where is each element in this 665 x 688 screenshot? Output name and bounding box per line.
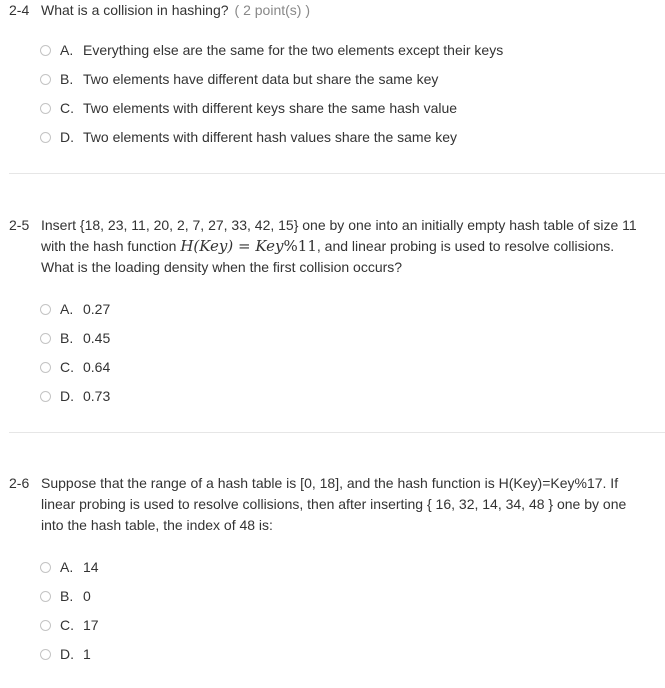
- option-letter: C.: [60, 617, 74, 633]
- radio-button[interactable]: [40, 103, 51, 114]
- question-text-line: [41, 515, 656, 536]
- hash-formula-rhs: Key: [255, 237, 284, 255]
- radio-button[interactable]: [40, 591, 51, 602]
- option-c[interactable]: [40, 615, 99, 635]
- option-d[interactable]: [40, 644, 91, 664]
- option-text: 0.27: [83, 301, 111, 317]
- option-text: 0.73: [83, 388, 111, 404]
- option-text: Two elements with different hash values share the same key: [83, 129, 458, 145]
- option-text: Two elements have different data but share the same key: [83, 71, 439, 87]
- option-text: 14: [83, 559, 99, 575]
- option-b[interactable]: [40, 69, 438, 89]
- radio-button[interactable]: [40, 304, 51, 315]
- question-number: 2-6: [9, 475, 30, 491]
- question-number: 2-5: [9, 217, 30, 233]
- option-a[interactable]: [40, 557, 99, 577]
- option-b[interactable]: [40, 586, 91, 606]
- question-text-line: [41, 494, 656, 515]
- radio-button[interactable]: [40, 45, 51, 56]
- radio-button[interactable]: [40, 620, 51, 631]
- question-prompt-line1: Insert {18, 23, 11, 20, 2, 7, 27, 33, 42, 15} one by one into an initially empty hash table of size 11: [41, 217, 637, 233]
- question-text: [41, 0, 656, 21]
- option-letter: D.: [60, 388, 74, 404]
- option-text: Two elements with different keys share the same hash value: [83, 100, 458, 116]
- option-text: Everything else are the same for the two elements except their keys: [83, 42, 504, 58]
- radio-button[interactable]: [40, 562, 51, 573]
- option-letter: B.: [60, 71, 74, 87]
- radio-button[interactable]: [40, 74, 51, 85]
- option-letter: B.: [60, 588, 74, 604]
- question-prompt-line2-post: , and linear probing is used to resolve collisions.: [316, 238, 615, 254]
- option-d[interactable]: [40, 386, 110, 406]
- question-prompt: What is a collision in hashing?: [41, 2, 229, 18]
- option-text: 17: [83, 617, 99, 633]
- option-c[interactable]: [40, 357, 110, 377]
- question-text-line: [41, 473, 656, 494]
- hash-formula-equals: =: [233, 237, 256, 255]
- option-letter: D.: [60, 129, 74, 145]
- question-prompt-line2: linear probing is used to resolve collisions, then after inserting { 16, 32, 14, 34, 48 } one by one: [41, 496, 627, 512]
- question-prompt-line3: into the hash table, the index of 48 is:: [41, 517, 273, 533]
- question-divider: [9, 173, 665, 174]
- question-text-line: [41, 236, 656, 257]
- hash-formula-lhs: H(Key): [180, 237, 234, 255]
- radio-button[interactable]: [40, 362, 51, 373]
- radio-button[interactable]: [40, 391, 51, 402]
- option-letter: C.: [60, 359, 74, 375]
- option-text: 1: [83, 646, 91, 662]
- option-letter: A.: [60, 301, 74, 317]
- option-letter: D.: [60, 646, 74, 662]
- question-text-line: [41, 215, 656, 236]
- radio-button[interactable]: [40, 333, 51, 344]
- option-letter: B.: [60, 330, 74, 346]
- option-d[interactable]: [40, 127, 457, 147]
- option-text: 0.45: [83, 330, 111, 346]
- option-text: 0.64: [83, 359, 111, 375]
- option-letter: A.: [60, 42, 74, 58]
- option-a[interactable]: [40, 299, 110, 319]
- question-points: ( 2 point(s) ): [234, 2, 311, 18]
- question-prompt-line1: Suppose that the range of a hash table is [0, 18], and the hash function is H(Key)=Key%17. If: [41, 475, 619, 491]
- question-divider: [9, 432, 665, 433]
- option-c[interactable]: [40, 98, 457, 118]
- option-a[interactable]: [40, 40, 503, 60]
- option-text: 0: [83, 588, 91, 604]
- question-prompt-line3: What is the loading density when the first collision occurs?: [41, 259, 403, 275]
- hash-formula-mod: %11: [283, 237, 317, 255]
- option-b[interactable]: [40, 328, 110, 348]
- radio-button[interactable]: [40, 132, 51, 143]
- question-prompt-line2-pre: with the hash function: [41, 238, 181, 254]
- question-number: 2-4: [9, 2, 30, 18]
- radio-button[interactable]: [40, 649, 51, 660]
- option-letter: C.: [60, 100, 74, 116]
- option-letter: A.: [60, 559, 74, 575]
- question-text-line: [41, 257, 656, 278]
